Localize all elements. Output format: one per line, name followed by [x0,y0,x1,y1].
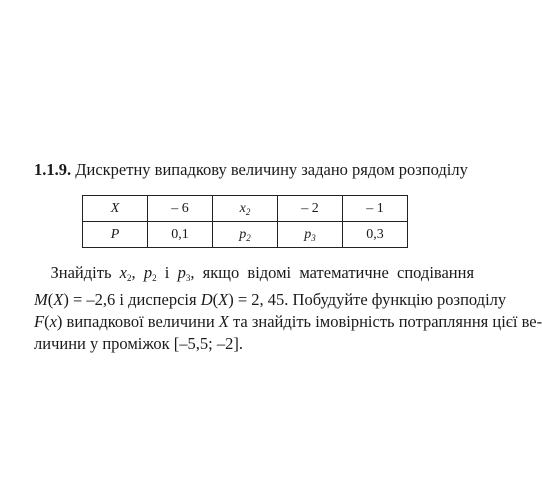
problem-body [34,262,542,355]
distribution-table [82,195,408,248]
body-line-4: личини у проміжок [–5,5; –2]. [34,334,243,353]
table-cell: $p_2$ [213,222,278,248]
table-cell: – 2 [278,196,343,222]
table-cell: – 1 [343,196,408,222]
table-cell: 0,3 [343,222,408,248]
table-row-p [83,222,408,248]
body-line-2: M(X) = –2,6 і дисперсія D(X) = 2, 45. Побудуйте функцію розподілу [34,290,507,309]
table-header-p: P [83,222,148,248]
table-header-x: X [83,196,148,222]
table-cell: $x_2$ [213,196,278,222]
table-cell: – 6 [148,196,213,222]
table-cell: $p_3$ [278,222,343,248]
table-row-x [83,196,408,222]
body-line-1: Знайдіть $x_2$, $p_2$ і $p_3$, якщо відомі математичне сподівання [50,263,475,283]
problem-number: 1.1.9. [34,160,72,179]
table-cell: 0,1 [148,222,213,248]
problem-statement: Дискретну випадкову величину задано рядом розподілу [75,160,468,179]
problem-heading [34,160,474,180]
body-line-3: F(x) випадкової величини X та знайдіть імовірність потрапляння цієї ве- [34,312,542,331]
